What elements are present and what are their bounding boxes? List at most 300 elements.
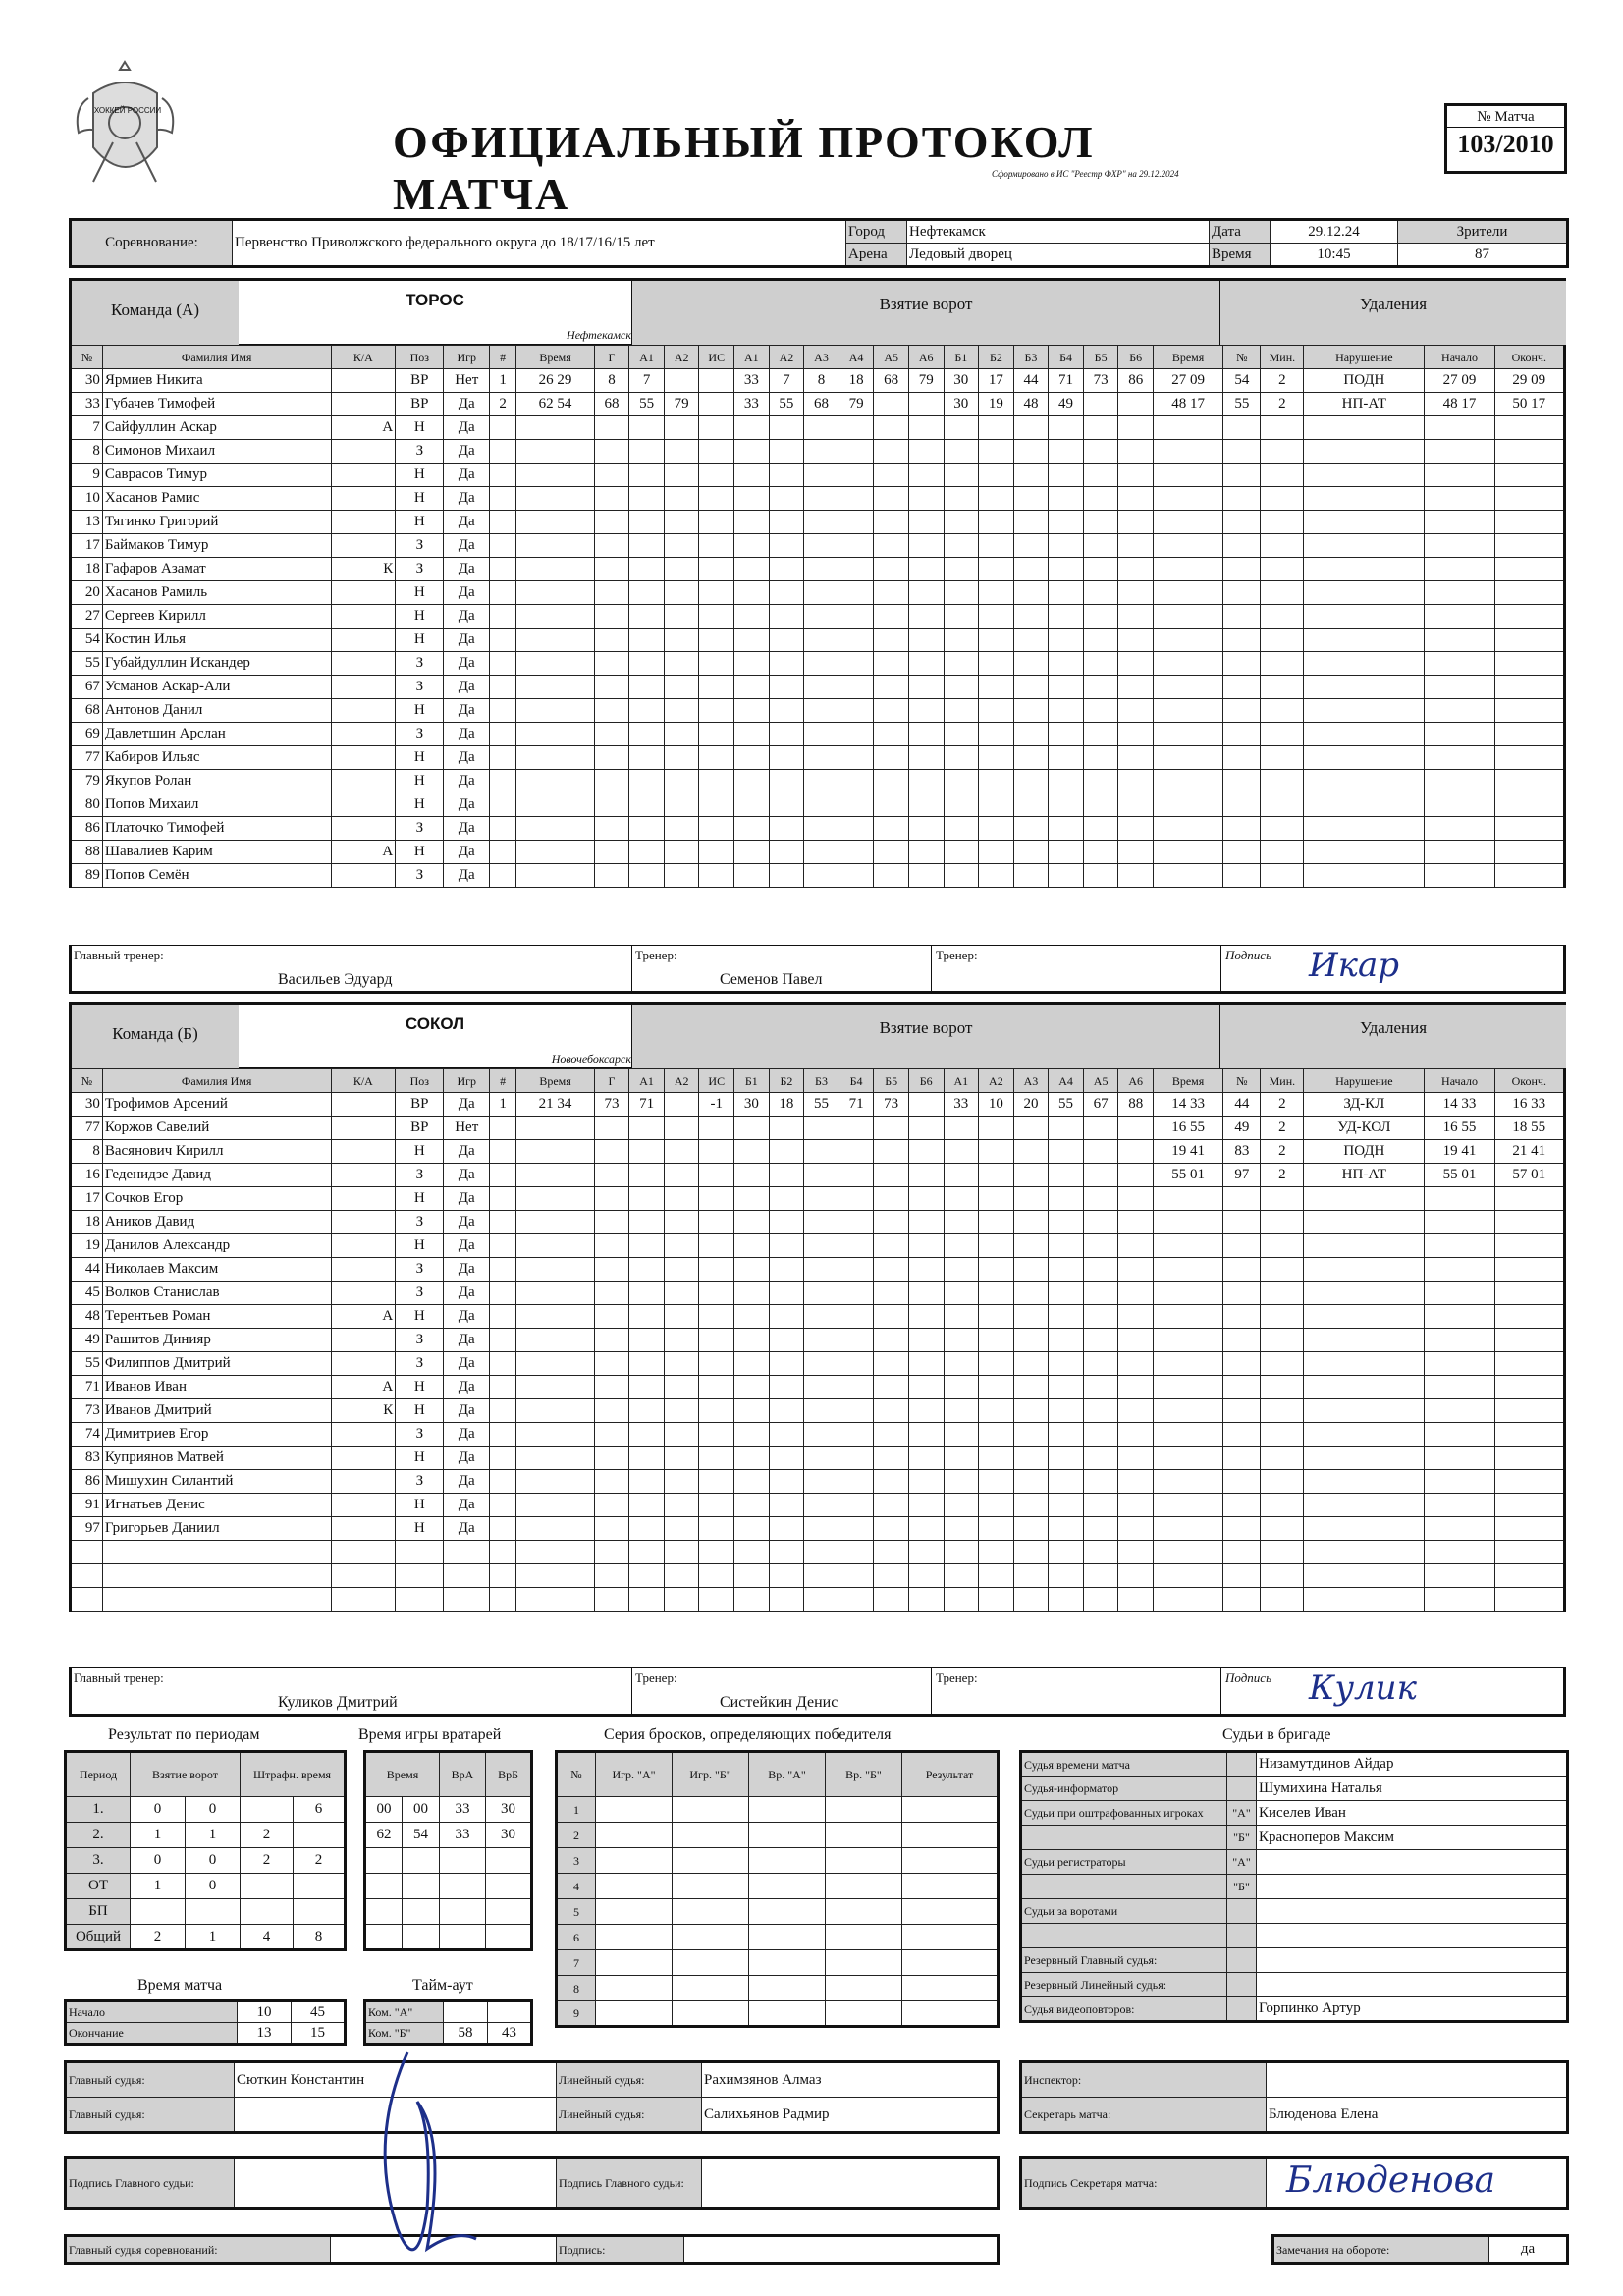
goalie-time-table	[363, 1750, 533, 1951]
goal-cell: 7	[769, 369, 804, 393]
goal-cell	[839, 1447, 874, 1470]
col-header: №	[1223, 346, 1261, 369]
player-played: Да	[444, 746, 490, 770]
goal-cell: 73	[594, 1093, 629, 1117]
goal-cell	[664, 699, 699, 723]
player-position: З	[396, 1470, 444, 1494]
penalty-cell	[1304, 652, 1425, 676]
goal-cell	[874, 1352, 909, 1376]
goal-cell	[804, 1140, 839, 1164]
penalty-cell	[1261, 1588, 1304, 1612]
goal-cell	[1083, 1117, 1118, 1140]
goal-cell	[664, 1211, 699, 1234]
player-row	[71, 1117, 1565, 1140]
goal-cell	[664, 1470, 699, 1494]
goal-time	[516, 1376, 594, 1399]
table-row	[557, 1976, 999, 2001]
table-cell	[902, 2001, 999, 2027]
coach2-divider	[931, 946, 932, 992]
goal-cell	[908, 1494, 944, 1517]
goal-cell	[629, 1258, 665, 1282]
player-played: Да	[444, 605, 490, 629]
goal-cell	[699, 652, 734, 676]
player-row	[71, 793, 1565, 817]
goal-number	[490, 676, 516, 699]
inspector-name	[1267, 2062, 1568, 2098]
penalty-cell	[1153, 1564, 1222, 1588]
penalty-start: 55 01	[1425, 1164, 1494, 1187]
table-cell	[673, 1823, 749, 1848]
table-cell	[826, 1797, 902, 1823]
player-position: З	[396, 1352, 444, 1376]
goal-cell	[944, 723, 979, 746]
goal-cell	[979, 1211, 1014, 1234]
penalty-cell	[1223, 770, 1261, 793]
player-number: 74	[71, 1423, 103, 1447]
penalty-cell	[1153, 652, 1222, 676]
goal-number	[490, 605, 516, 629]
goal-cell	[839, 1211, 874, 1234]
penalty-cell	[1425, 1352, 1494, 1376]
table-cell	[486, 1848, 532, 1874]
table-row	[66, 2001, 346, 2023]
penalty-time: 19 41	[1153, 1140, 1222, 1164]
main-referee-1: Сюткин Константин	[235, 2062, 557, 2098]
penalty-cell	[1304, 1399, 1425, 1423]
period-goals-b: 0	[186, 1848, 241, 1874]
table-cell: ВрБ	[486, 1752, 532, 1797]
goal-number	[490, 1352, 516, 1376]
penalty-cell	[1304, 770, 1425, 793]
player-captain	[331, 1494, 396, 1517]
goal-cell	[804, 699, 839, 723]
goal-cell	[1049, 770, 1084, 793]
player-number: 88	[71, 841, 103, 864]
goal-number: 1	[490, 1093, 516, 1117]
penalty-cell	[1494, 440, 1564, 464]
goal-cell	[908, 1305, 944, 1329]
penalty-cell	[1304, 723, 1425, 746]
goal-time	[516, 1117, 594, 1140]
goal-cell	[629, 534, 665, 558]
spectators-value: 87	[1398, 244, 1568, 267]
table-cell	[440, 1899, 486, 1925]
player-played: Да	[444, 487, 490, 511]
penalty-cell	[1153, 1541, 1222, 1564]
team-a-name: ТОРОС	[406, 291, 464, 309]
player-name: Рашитов Динияр	[102, 1329, 331, 1352]
table-cell: 30	[486, 1823, 532, 1848]
goal-number	[490, 1164, 516, 1187]
player-played: Да	[444, 841, 490, 864]
goal-cell	[1013, 1470, 1049, 1494]
player-number: 27	[71, 605, 103, 629]
player-row	[71, 1564, 1565, 1588]
goal-cell	[769, 864, 804, 888]
player-number: 30	[71, 1093, 103, 1117]
penalty-cell	[1494, 1352, 1564, 1376]
goal-time	[516, 605, 594, 629]
player-row	[71, 440, 1565, 464]
goal-cell	[804, 1164, 839, 1187]
penalty-cell	[1425, 487, 1494, 511]
goal-cell	[594, 511, 629, 534]
goal-cell	[979, 1164, 1014, 1187]
penalty-cell	[1425, 1211, 1494, 1234]
col-header: Б5	[1083, 346, 1118, 369]
goal-cell	[839, 1164, 874, 1187]
penalty-cell	[1425, 1447, 1494, 1470]
goal-cell	[944, 817, 979, 841]
penalty-cell	[1425, 1187, 1494, 1211]
penalty-cell	[1223, 652, 1261, 676]
goal-cell	[908, 1399, 944, 1423]
goal-cell	[594, 817, 629, 841]
goal-number	[490, 1447, 516, 1470]
goal-cell	[979, 487, 1014, 511]
goal-cell	[734, 1423, 770, 1447]
player-played: Да	[444, 1423, 490, 1447]
penalty-infraction: НП-АТ	[1304, 393, 1425, 416]
goal-cell	[699, 817, 734, 841]
penalty-cell	[1261, 1399, 1304, 1423]
goal-cell	[699, 1376, 734, 1399]
goal-cell	[908, 1187, 944, 1211]
goal-cell	[1083, 723, 1118, 746]
official-side	[1227, 1752, 1257, 1777]
player-position: Н	[396, 1447, 444, 1470]
goal-cell	[664, 746, 699, 770]
goal-cell	[769, 629, 804, 652]
goal-cell	[1083, 793, 1118, 817]
goal-cell	[629, 841, 665, 864]
goal-cell	[839, 629, 874, 652]
player-captain	[331, 1352, 396, 1376]
player-captain: А	[331, 1376, 396, 1399]
goal-cell	[734, 1376, 770, 1399]
goal-number	[490, 723, 516, 746]
penalty-cell	[1494, 841, 1564, 864]
goal-cell	[874, 1399, 909, 1423]
goal-cell	[839, 1352, 874, 1376]
player-played: Да	[444, 1470, 490, 1494]
penalty-cell	[1153, 629, 1222, 652]
player-row	[71, 723, 1565, 746]
goal-cell	[664, 841, 699, 864]
goal-cell	[979, 511, 1014, 534]
player-number: 19	[71, 1234, 103, 1258]
col-header: Б1	[734, 1069, 770, 1093]
goal-cell	[839, 1399, 874, 1423]
penalty-cell	[1425, 676, 1494, 699]
penalty-cell	[1223, 1470, 1261, 1494]
table-cell: Секретарь матча:	[1021, 2098, 1267, 2133]
penalty-cell	[1223, 1564, 1261, 1588]
player-name	[102, 1564, 331, 1588]
goal-number	[490, 1329, 516, 1352]
penalty-cell	[1153, 1588, 1222, 1612]
table-row	[66, 1752, 346, 1797]
goal-cell	[594, 1494, 629, 1517]
goal-cell	[874, 1305, 909, 1329]
goal-cell	[804, 1376, 839, 1399]
goal-cell	[839, 699, 874, 723]
goal-cell	[839, 770, 874, 793]
goal-cell	[874, 464, 909, 487]
col-header: Начало	[1425, 346, 1494, 369]
penalty-cell	[1153, 558, 1222, 581]
goal-cell: 55	[1049, 1093, 1084, 1117]
official-side	[1227, 1948, 1257, 1973]
penalty-cell	[1261, 1305, 1304, 1329]
goal-cell	[874, 1117, 909, 1140]
penalty-cell	[1261, 793, 1304, 817]
penalty-cell	[1494, 464, 1564, 487]
goal-cell	[664, 1117, 699, 1140]
penalty-cell	[1223, 817, 1261, 841]
goal-cell	[804, 676, 839, 699]
goal-cell	[1049, 581, 1084, 605]
goal-cell	[1013, 581, 1049, 605]
goal-cell	[908, 1258, 944, 1282]
goal-cell	[979, 1329, 1014, 1352]
goal-cell	[734, 746, 770, 770]
player-number: 79	[71, 770, 103, 793]
goal-cell	[1083, 746, 1118, 770]
goal-cell	[769, 1541, 804, 1564]
goal-cell	[944, 1352, 979, 1376]
table-cell	[365, 1925, 403, 1950]
goal-cell	[804, 558, 839, 581]
coach-name: Систейкин Денис	[720, 1694, 839, 1711]
player-number	[71, 1541, 103, 1564]
penalty-time: 48 17	[1153, 393, 1222, 416]
goal-cell	[944, 1211, 979, 1234]
penalty-cell	[1494, 1329, 1564, 1352]
goal-cell	[979, 1470, 1014, 1494]
goal-cell	[769, 1588, 804, 1612]
penalty-cell	[1153, 793, 1222, 817]
goal-number	[490, 581, 516, 605]
table-row	[1021, 1777, 1568, 1801]
coach-name: Семенов Павел	[720, 971, 823, 988]
col-header: №	[71, 346, 103, 369]
goal-cell	[734, 793, 770, 817]
goal-cell	[1118, 1187, 1154, 1211]
penalty-cell	[1425, 793, 1494, 817]
goal-cell	[1049, 1211, 1084, 1234]
goal-cell: 49	[1049, 393, 1084, 416]
goal-cell	[594, 605, 629, 629]
goal-cell	[804, 629, 839, 652]
goal-cell	[734, 1494, 770, 1517]
table-row	[365, 1899, 532, 1925]
goal-cell	[699, 1541, 734, 1564]
penalty-cell	[1153, 817, 1222, 841]
goal-cell	[874, 487, 909, 511]
player-number: 7	[71, 416, 103, 440]
goal-cell	[769, 1564, 804, 1588]
goal-cell: 79	[664, 393, 699, 416]
player-captain	[331, 369, 396, 393]
goal-cell	[1118, 487, 1154, 511]
goal-cell	[1118, 629, 1154, 652]
player-row	[71, 1541, 1565, 1564]
penalty-cell	[1494, 699, 1564, 723]
goal-cell	[804, 605, 839, 629]
player-position	[396, 1564, 444, 1588]
official-side	[1227, 1777, 1257, 1801]
player-row	[71, 1211, 1565, 1234]
goal-cell	[944, 416, 979, 440]
goal-cell	[594, 1329, 629, 1352]
table-cell	[826, 1823, 902, 1848]
goal-cell	[874, 581, 909, 605]
table-cell: Инспектор:	[1021, 2062, 1267, 2098]
goal-cell	[769, 1517, 804, 1541]
player-number: 30	[71, 369, 103, 393]
goal-cell: 18	[769, 1093, 804, 1117]
shootout-title: Серия бросков, определяющих победителя	[604, 1726, 892, 1743]
goal-cell	[1049, 864, 1084, 888]
player-row	[71, 487, 1565, 511]
goal-cell	[769, 487, 804, 511]
player-number	[71, 1588, 103, 1612]
goal-time	[516, 581, 594, 605]
goal-cell	[944, 699, 979, 723]
goal-cell	[839, 1117, 874, 1140]
table-cell: Главный судья:	[66, 2098, 235, 2133]
goal-cell	[769, 746, 804, 770]
goal-cell	[1013, 817, 1049, 841]
official-side	[1227, 1924, 1257, 1948]
goal-cell	[979, 605, 1014, 629]
player-name: Ярмиев Никита	[102, 369, 331, 393]
goal-number	[490, 511, 516, 534]
penalty-cell	[1425, 1517, 1494, 1541]
table-cell	[673, 1899, 749, 1925]
team-a-city: Нефтекамск	[567, 328, 631, 342]
player-captain	[331, 487, 396, 511]
goal-cell	[1118, 393, 1154, 416]
penalty-minutes: 2	[1261, 1140, 1304, 1164]
penalty-cell	[1261, 440, 1304, 464]
player-captain: А	[331, 841, 396, 864]
goal-cell	[1118, 1282, 1154, 1305]
goal-cell	[839, 1282, 874, 1305]
goal-cell	[979, 817, 1014, 841]
goal-cell	[699, 558, 734, 581]
goal-cell	[944, 1588, 979, 1612]
goal-cell	[1118, 746, 1154, 770]
table-cell	[673, 2001, 749, 2027]
player-row	[71, 581, 1565, 605]
goal-cell	[1118, 841, 1154, 864]
goal-cell	[629, 770, 665, 793]
goal-cell	[1118, 1447, 1154, 1470]
goal-cell	[629, 1564, 665, 1588]
goal-cell: 71	[629, 1093, 665, 1117]
player-position: Н	[396, 699, 444, 723]
period-pim-a: 2	[241, 1848, 294, 1874]
goal-cell	[874, 511, 909, 534]
goal-cell	[1013, 652, 1049, 676]
penalty-cell	[1494, 1211, 1564, 1234]
goal-time	[516, 676, 594, 699]
goal-cell	[629, 817, 665, 841]
goal-cell	[908, 534, 944, 558]
player-captain	[331, 1164, 396, 1187]
goal-cell	[769, 1282, 804, 1305]
player-position: ВР	[396, 369, 444, 393]
goal-cell	[804, 1352, 839, 1376]
goal-cell	[629, 511, 665, 534]
goal-cell	[664, 511, 699, 534]
penalty-cell	[1304, 1376, 1425, 1399]
player-row	[71, 1470, 1565, 1494]
goal-cell	[804, 440, 839, 464]
player-captain	[331, 1541, 396, 1564]
table-cell	[902, 1950, 999, 1976]
goal-cell	[1118, 699, 1154, 723]
player-number: 55	[71, 1352, 103, 1376]
table-cell: Вр. "Б"	[826, 1752, 902, 1797]
table-row	[365, 1823, 532, 1848]
col-header: Фамилия Имя	[102, 346, 331, 369]
goal-cell	[734, 864, 770, 888]
goal-cell	[874, 770, 909, 793]
match-time-title: Время матча	[137, 1977, 223, 1994]
penalty-cell	[1304, 1329, 1425, 1352]
goal-cell	[1118, 676, 1154, 699]
official-role: Резервный Главный судья:	[1021, 1948, 1227, 1973]
goal-cell	[874, 534, 909, 558]
player-number: 73	[71, 1399, 103, 1423]
goal-cell	[1118, 817, 1154, 841]
col-header: №	[1223, 1069, 1261, 1093]
goal-cell	[908, 1352, 944, 1376]
goal-cell	[1049, 1494, 1084, 1517]
goal-cell	[1049, 1140, 1084, 1164]
player-position: Н	[396, 1517, 444, 1541]
goal-cell	[944, 746, 979, 770]
penalty-cell	[1223, 1211, 1261, 1234]
goal-cell	[804, 534, 839, 558]
goal-cell	[1118, 1517, 1154, 1541]
goal-cell	[804, 746, 839, 770]
player-number: 89	[71, 864, 103, 888]
goal-number	[490, 699, 516, 723]
goal-cell	[839, 676, 874, 699]
team-b-coach-row	[69, 1667, 1566, 1717]
penalty-cell	[1153, 1329, 1222, 1352]
player-row	[71, 416, 1565, 440]
goal-cell	[839, 1140, 874, 1164]
goal-cell	[1049, 1117, 1084, 1140]
goal-cell	[908, 605, 944, 629]
goal-cell	[979, 699, 1014, 723]
goal-cell	[944, 511, 979, 534]
goal-cell	[594, 416, 629, 440]
goal-cell	[1049, 699, 1084, 723]
player-position: З	[396, 1423, 444, 1447]
penalty-cell	[1425, 1494, 1494, 1517]
goal-cell	[908, 676, 944, 699]
goal-cell	[629, 1423, 665, 1447]
col-header: А3	[804, 346, 839, 369]
player-number: 77	[71, 746, 103, 770]
col-header: Б5	[874, 1069, 909, 1093]
